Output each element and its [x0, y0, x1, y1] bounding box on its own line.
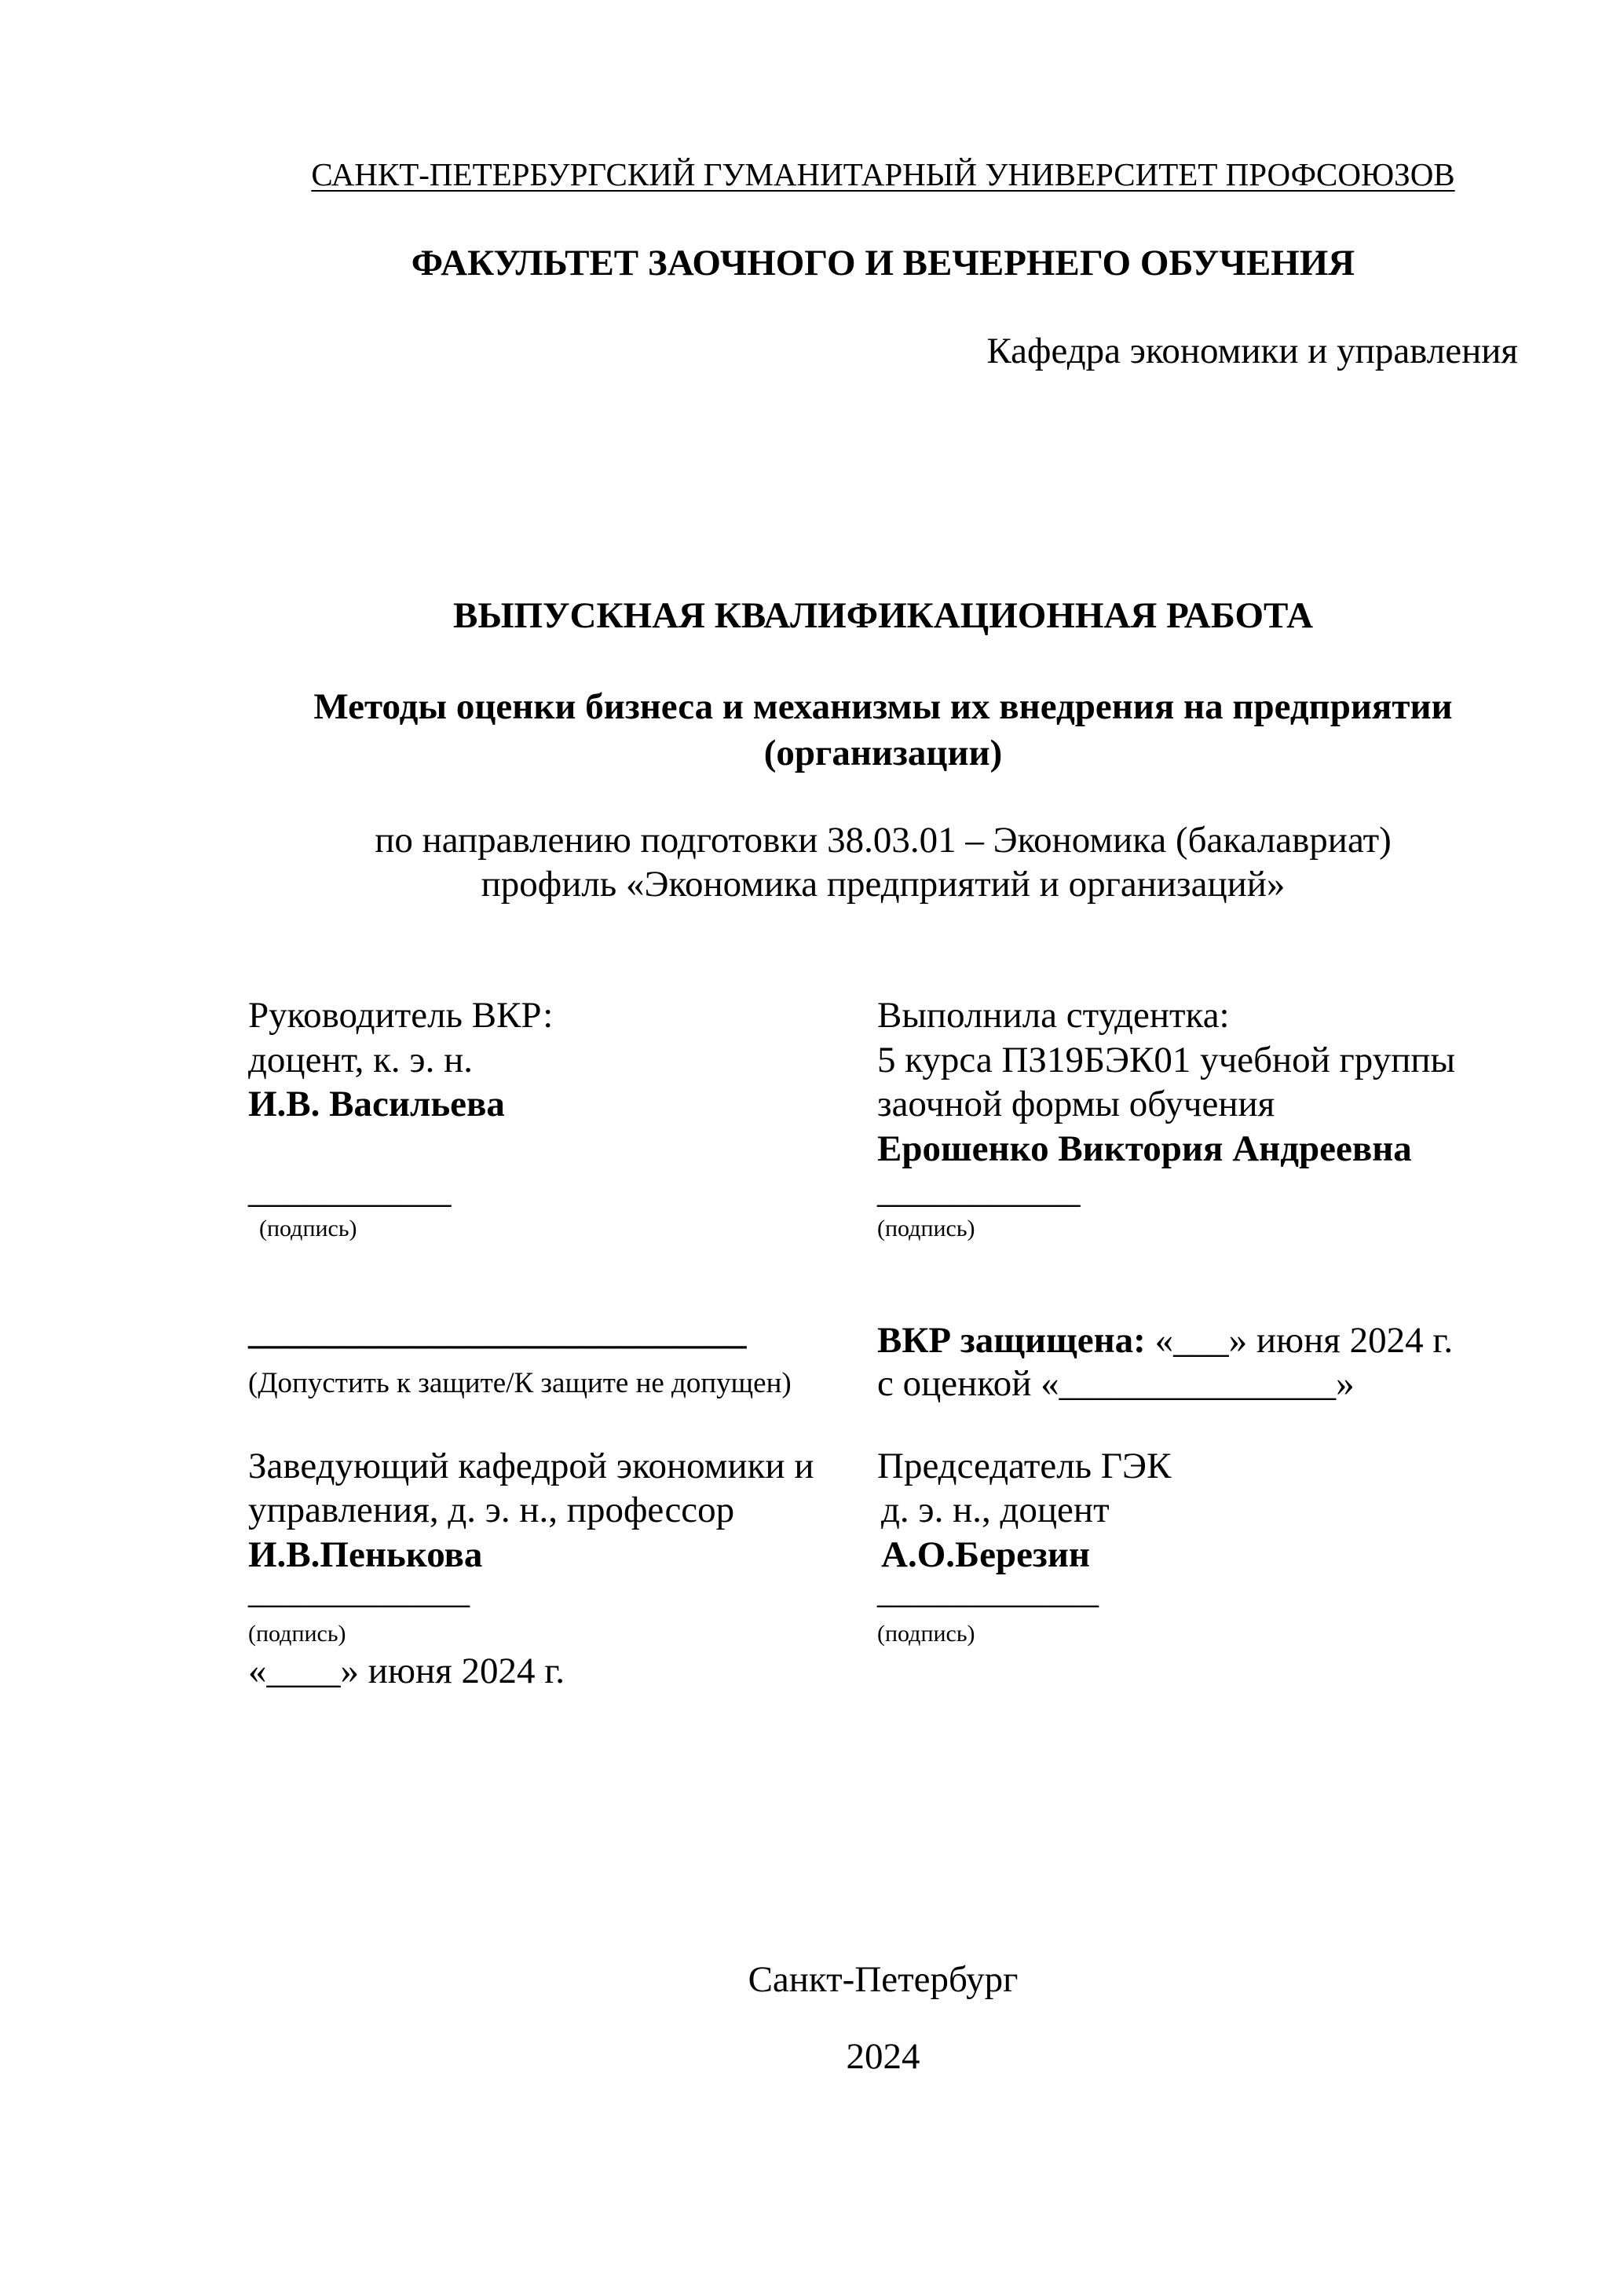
university-name: САНКТ-ПЕТЕРБУРГСКИЙ ГУМАНИТАРНЫЙ УНИВЕРСИТЕТ ПРОФСОЮЗОВ	[311, 156, 1455, 192]
chairman-label: Председатель ГЭК	[877, 1446, 1172, 1486]
chairman-name: А.О.Березин	[881, 1534, 1090, 1575]
chairman-signature-line: ____________	[877, 1570, 1099, 1611]
student-form: заочной формы обучения	[877, 1084, 1275, 1124]
supervisor-signature-caption: (подпись)	[259, 1216, 357, 1241]
head-signature-caption: (подпись)	[248, 1621, 346, 1647]
head-label: Заведующий кафедрой экономики и	[248, 1446, 814, 1486]
student-group: 5 курса ПЗ19БЭК01 учебной группы	[877, 1040, 1456, 1080]
defense-date: «___» июня 2024 г.	[1154, 1320, 1454, 1361]
student-signature-caption: (подпись)	[877, 1216, 975, 1241]
city: Санкт-Петербург	[748, 1959, 1019, 2000]
work-title-line2: (организации)	[763, 733, 1003, 773]
work-title-line1: Методы оценки бизнеса и механизмы их внедрения на предприятии	[313, 686, 1453, 727]
head-name: И.В.Пенькова	[248, 1534, 483, 1575]
direction: по направлению подготовки 38.03.01 – Экономика (бакалавриат)	[375, 820, 1392, 861]
chairman-degree: д. э. н., доцент	[881, 1490, 1110, 1530]
head-date: «____» июня 2024 г.	[248, 1651, 565, 1691]
admission-line: ___________________________	[248, 1311, 747, 1352]
defense-grade: с оценкой «_______________»	[877, 1363, 1355, 1404]
student-name: Ерошенко Виктория Андреевна	[877, 1128, 1412, 1169]
defense-label: ВКР защищена:	[877, 1320, 1146, 1361]
admission-caption: (Допустить к защите/К защите не допущен)	[248, 1367, 792, 1399]
supervisor-label: Руководитель ВКР:	[248, 995, 554, 1036]
faculty-name: ФАКУЛЬТЕТ ЗАОЧНОГО И ВЕЧЕРНЕГО ОБУЧЕНИЯ	[411, 243, 1355, 283]
year: 2024	[846, 2036, 920, 2077]
head-degree: управления, д. э. н., профессор	[248, 1490, 735, 1530]
supervisor-degree: доцент, к. э. н.	[248, 1040, 473, 1080]
head-signature-line: ____________	[248, 1570, 470, 1611]
student-signature-line: ___________	[877, 1170, 1081, 1211]
profile: профиль «Экономика предприятий и организаций»	[481, 864, 1286, 905]
department-name: Кафедра экономики и управления	[986, 331, 1518, 371]
work-type: ВЫПУСКНАЯ КВАЛИФИКАЦИОННАЯ РАБОТА	[452, 595, 1314, 636]
defense-info	[877, 1318, 1453, 1362]
supervisor-name: И.В. Васильева	[248, 1084, 505, 1124]
chairman-signature-caption: (подпись)	[877, 1621, 975, 1647]
student-label: Выполнила студентка:	[877, 995, 1230, 1036]
supervisor-signature-line: ___________	[248, 1170, 452, 1211]
